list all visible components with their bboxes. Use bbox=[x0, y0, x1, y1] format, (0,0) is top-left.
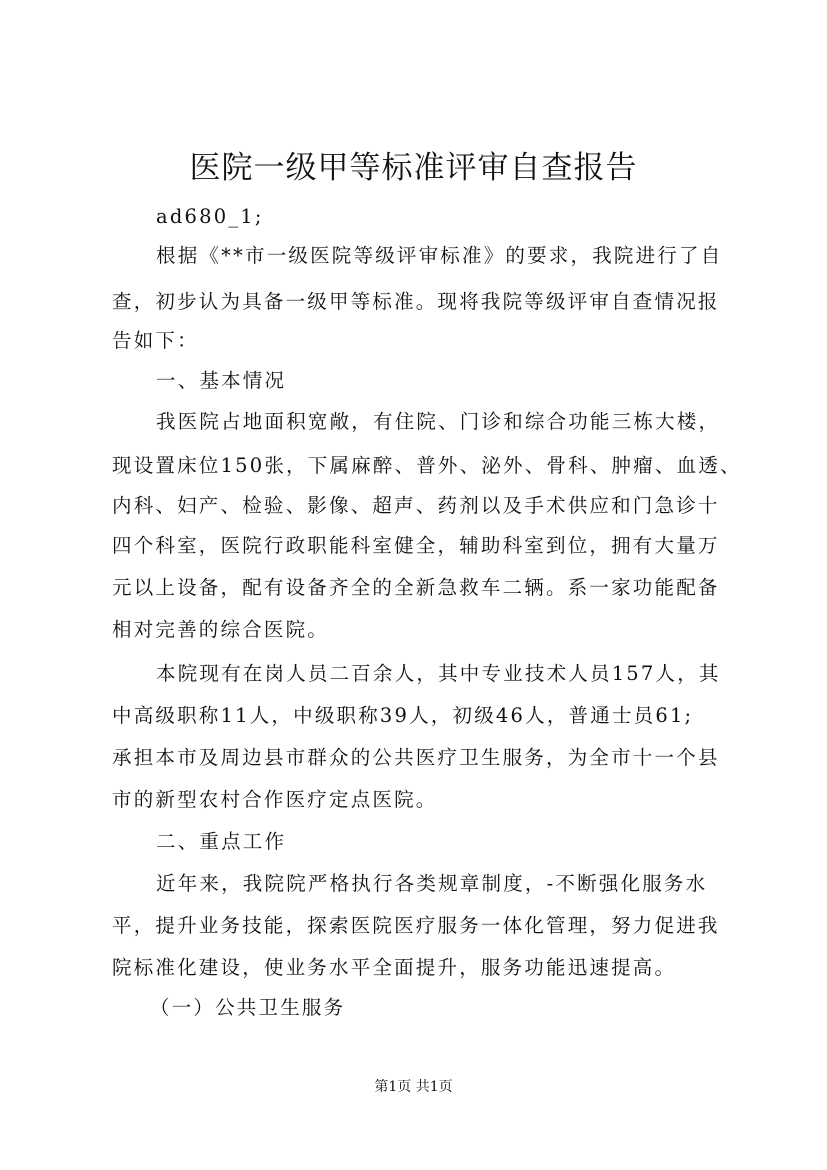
paragraph-line: 我医院占地面积宽敞，有住院、门诊和综合功能三栋大楼， bbox=[156, 410, 721, 433]
paragraph-line: 现设置床位150张，下属麻醉、普外、泌外、骨科、肿瘤、血透、 bbox=[112, 454, 742, 477]
paragraph-line: 查，初步认为具备一级甲等标准。现将我院等级评审自查情况报 bbox=[112, 290, 720, 313]
paragraph-line: 平，提升业务技能，探索医院医疗服务一体化管理，努力促进我 bbox=[112, 914, 720, 937]
paragraph-line: 根据《**市一级医院等级评审标准》的要求，我院进行了自 bbox=[156, 244, 723, 267]
paragraph-line: 本院现有在岗人员二百余人，其中专业技术人员157人，其 bbox=[156, 662, 721, 685]
paragraph-line: 四个科室，医院行政职能科室健全，辅助科室到位，拥有大量万 bbox=[112, 534, 720, 557]
paragraph-line: 中高级职称11人，中级职称39人，初级46人，普通士员61; bbox=[112, 704, 694, 727]
section-heading: 二、重点工作 bbox=[156, 830, 287, 853]
reference-code: ad680_1; bbox=[156, 205, 264, 228]
paragraph-line: 承担本市及周边县市群众的公共医疗卫生服务，为全市十一个县 bbox=[112, 746, 720, 769]
document-title: 医院一级甲等标准评审自查报告 bbox=[189, 150, 638, 186]
subsection-heading: （一）公共卫生服务 bbox=[150, 996, 346, 1019]
page-number: 第1页 共1页 bbox=[374, 1079, 453, 1095]
paragraph-line: 内科、妇产、检验、影像、超声、药剂以及手术供应和门急诊十 bbox=[112, 494, 720, 517]
paragraph-line: 告如下： bbox=[112, 329, 199, 352]
paragraph-line: 近年来，我院院严格执行各类规章制度，-不断强化服务水 bbox=[156, 872, 708, 895]
paragraph-line: 元以上设备，配有设备齐全的全新急救车二辆。系一家功能配备 bbox=[112, 576, 720, 599]
section-heading: 一、基本情况 bbox=[156, 369, 287, 392]
paragraph-line: 院标准化建设，使业务水平全面提升，服务功能迅速提高。 bbox=[112, 956, 677, 979]
paragraph-line: 市的新型农村合作医疗定点医院。 bbox=[112, 788, 438, 811]
paragraph-line: 相对完善的综合医院。 bbox=[112, 618, 330, 641]
